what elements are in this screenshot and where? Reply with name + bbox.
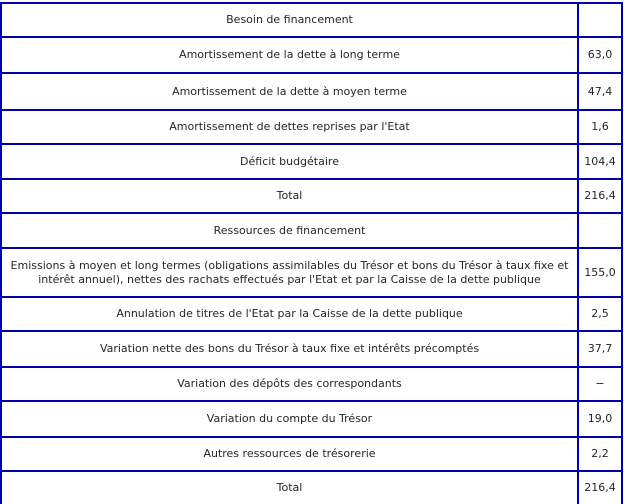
row-label-cell: Annulation de titres de l'Etat par la Caisse de la dette publique bbox=[1, 297, 578, 331]
table-row-variation-nette-bons bbox=[1, 331, 622, 367]
row-value-cell: 37,7 bbox=[578, 331, 622, 367]
row-label-cell: Amortissement de dettes reprises par l'Etat bbox=[1, 110, 578, 144]
row-value-cell: 2,2 bbox=[578, 437, 622, 471]
table-row-total-ressources bbox=[1, 471, 622, 504]
row-value-cell: 155,0 bbox=[578, 248, 622, 297]
table-row-annulation-titres bbox=[1, 297, 622, 331]
financing-table bbox=[0, 2, 623, 504]
row-label-cell: Variation nette des bons du Trésor à taux fixe et intérêts précomptés bbox=[1, 331, 578, 367]
table-row-variation-compte-tresor bbox=[1, 401, 622, 437]
row-value-cell bbox=[578, 3, 622, 37]
table-row-total-besoin bbox=[1, 179, 622, 213]
table-row-amortissement-long-terme bbox=[1, 37, 622, 73]
row-value-cell: 1,6 bbox=[578, 110, 622, 144]
table-row-deficit-budgetaire bbox=[1, 144, 622, 179]
row-label-cell: Déficit budgétaire bbox=[1, 144, 578, 179]
row-value-cell: 104,4 bbox=[578, 144, 622, 179]
row-value-cell: − bbox=[578, 367, 622, 401]
row-label-cell: Variation du compte du Trésor bbox=[1, 401, 578, 437]
row-label-cell: Autres ressources de trésorerie bbox=[1, 437, 578, 471]
row-label-cell: Variation des dépôts des correspondants bbox=[1, 367, 578, 401]
row-label-cell: Ressources de financement bbox=[1, 213, 578, 248]
row-label-cell: Total bbox=[1, 179, 578, 213]
table-row-besoin-de-financement bbox=[1, 3, 622, 37]
table-row-amortissement-dettes-reprises bbox=[1, 110, 622, 144]
row-value-cell: 63,0 bbox=[578, 37, 622, 73]
table-row-variation-depots bbox=[1, 367, 622, 401]
row-value-cell: 47,4 bbox=[578, 73, 622, 110]
table-row-autres-ressources bbox=[1, 437, 622, 471]
row-value-cell: 216,4 bbox=[578, 179, 622, 213]
row-value-cell bbox=[578, 213, 622, 248]
row-label-cell: Amortissement de la dette à moyen terme bbox=[1, 73, 578, 110]
row-label-cell: Total bbox=[1, 471, 578, 504]
table-row-amortissement-moyen-terme bbox=[1, 73, 622, 110]
row-value-cell: 2,5 bbox=[578, 297, 622, 331]
row-label-cell: Amortissement de la dette à long terme bbox=[1, 37, 578, 73]
table-row-emissions-moyen-long-termes bbox=[1, 248, 622, 297]
row-value-cell: 19,0 bbox=[578, 401, 622, 437]
table-row-ressources-de-financement bbox=[1, 213, 622, 248]
financing-table-body bbox=[1, 3, 622, 504]
row-label-cell: Emissions à moyen et long termes (obligations assimilables du Trésor et bons du Trésor à taux fixe et intérêt annuel), nettes des rachats effectués par l'Etat et par la Caisse de la dette publique bbox=[1, 248, 578, 297]
row-value-cell: 216,4 bbox=[578, 471, 622, 504]
row-label-cell: Besoin de financement bbox=[1, 3, 578, 37]
